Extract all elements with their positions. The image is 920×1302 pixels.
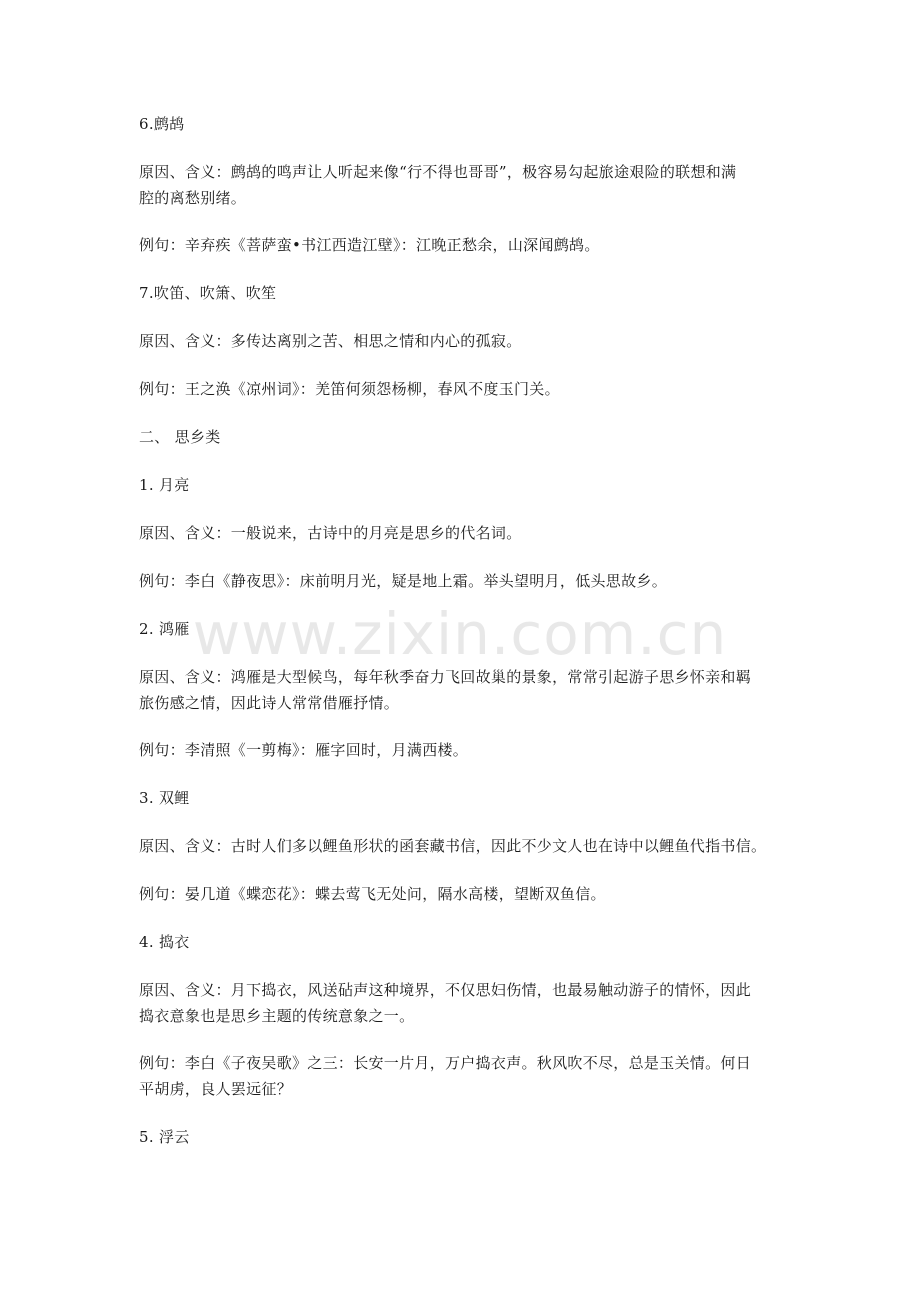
paragraph-reason-zhegu-line1: 原因、含义：鹧鸪的鸣声让人听起来像“行不得也哥哥”，极容易勾起旅途艰险的联想和满 (139, 163, 737, 181)
paragraph-reason-goose-line1: 原因、含义：鸿雁是大型候鸟，每年秋季奋力飞回故巢的景象，常常引起游子思乡怀亲和羁 (139, 668, 752, 686)
paragraph-reason-carp: 原因、含义：古时人们多以鲤鱼形状的函套藏书信，因此不少文人也在诗中以鲤鱼代指书信。 (139, 837, 767, 855)
heading-zhegu: 6.鹧鸪 (139, 115, 185, 133)
paragraph-example-carp: 例句：晏几道《蝶恋花》：蝶去莺飞无处问，隔水高楼，望断双鱼信。 (139, 885, 606, 903)
watermark: www.zixin.com.cn (192, 600, 728, 668)
paragraph-reason-clothes-line1: 原因、含义：月下捣衣，风送砧声这种境界，不仅思妇伤情，也最易触动游子的情怀，因此 (139, 981, 752, 999)
paragraph-example-flute: 例句：王之涣《凉州词》：羌笛何须怨杨柳，春风不度玉门关。 (139, 380, 560, 398)
paragraph-example-goose: 例句：李清照《一剪梅》：雁字回时，月满西楼。 (139, 741, 469, 759)
paragraph-reason-flute: 原因、含义：多传达离别之苦、相思之情和内心的孤寂。 (139, 332, 522, 350)
paragraph-reason-goose-line2: 旅伤感之情，因此诗人常常借雁抒情。 (139, 694, 400, 712)
paragraph-example-clothes-line1: 例句：李白《子夜吴歌》之三：长安一片月，万户捣衣声。秋风吹不尽，总是玉关情。何日 (139, 1054, 752, 1072)
paragraph-example-clothes-line2: 平胡虏，良人罢远征？ (139, 1080, 293, 1098)
heading-floating-cloud: 5. 浮云 (139, 1128, 190, 1146)
heading-wild-goose: 2. 鸿雁 (139, 620, 190, 638)
section-heading-homesick: 二、 思乡类 (139, 428, 221, 446)
heading-double-carp: 3. 双鲤 (139, 789, 190, 807)
paragraph-reason-clothes-line2: 捣衣意象也是思乡主题的传统意象之一。 (139, 1007, 415, 1025)
heading-pounding-clothes: 4. 捣衣 (139, 933, 190, 951)
paragraph-reason-zhegu-line2: 腔的离愁别绪。 (139, 189, 247, 207)
heading-moon: 1. 月亮 (139, 476, 190, 494)
heading-flute: 7.吹笛、吹箫、吹笙 (139, 284, 277, 302)
paragraph-example-zhegu: 例句：辛弃疾《菩萨蛮•书江西造江壁》：江晚正愁余，山深闻鹧鸪。 (139, 236, 600, 254)
paragraph-reason-moon: 原因、含义：一般说来，古诗中的月亮是思乡的代名词。 (139, 524, 522, 542)
paragraph-example-moon: 例句：李白《静夜思》：床前明月光，疑是地上霜。举头望明月，低头思故乡。 (139, 572, 668, 590)
